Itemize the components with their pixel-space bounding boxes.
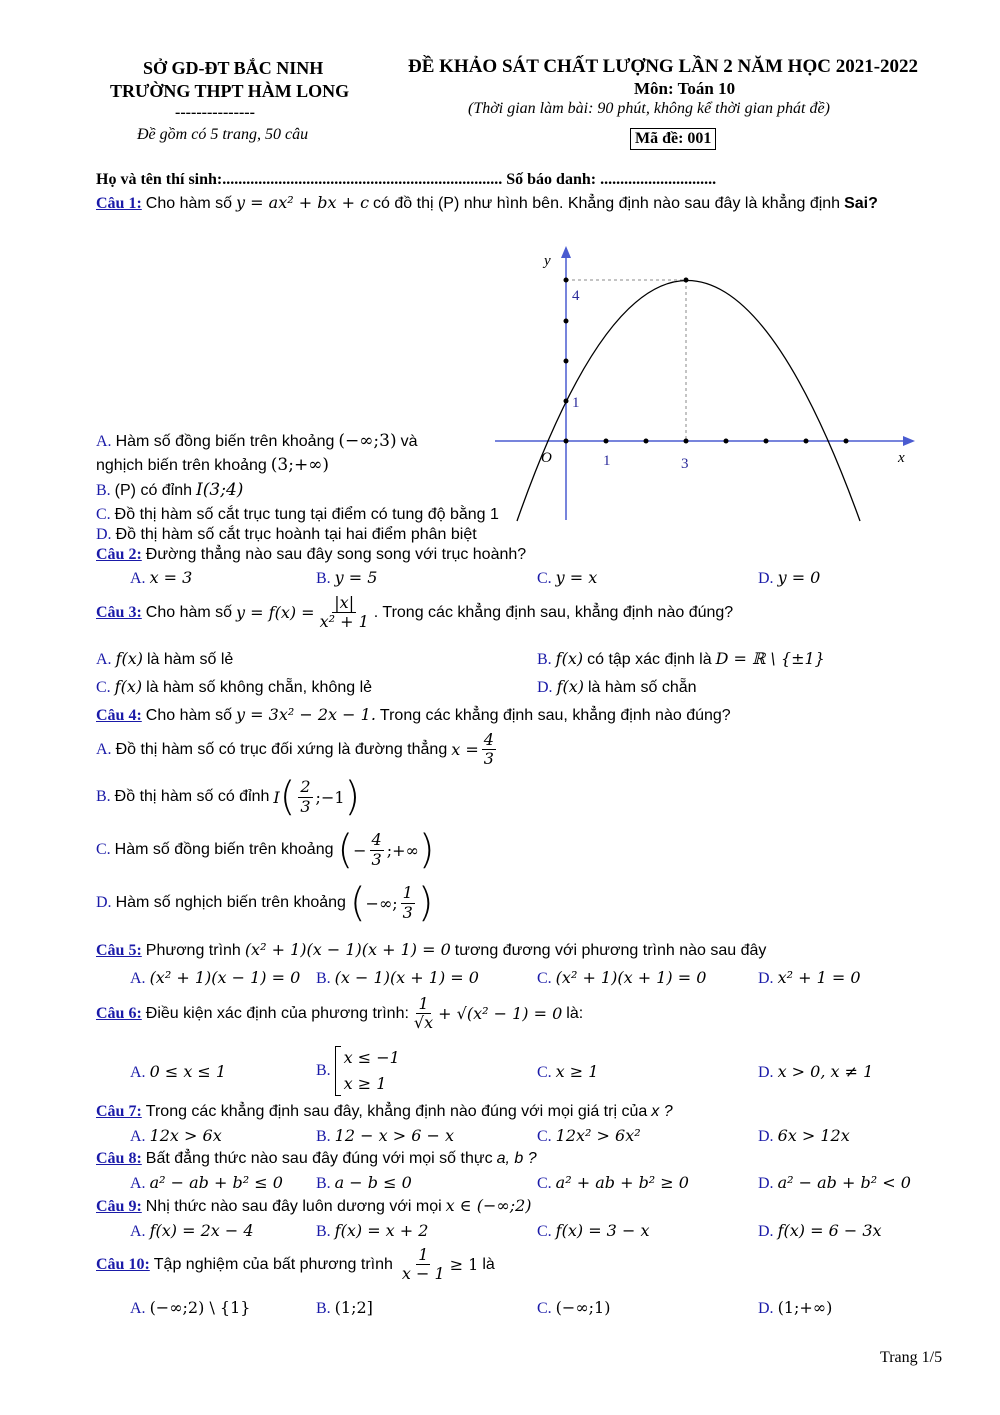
option-text: là hàm số chẵn (588, 679, 697, 696)
question-label: Câu 4: (96, 707, 142, 724)
option-5B[interactable] (316, 968, 479, 988)
option-letter: C. (96, 679, 111, 696)
option-math: 12x > 6x (149, 1126, 222, 1145)
option-letter: B. (316, 970, 331, 987)
option-math: I(3;4) (196, 480, 244, 500)
option-letter: B. (96, 482, 111, 499)
option-letter: B. (316, 1128, 331, 1145)
question-text: tương đương với phương trình nào sau đây (454, 942, 767, 959)
option-math: a² − ab + b² ≤ 0 (149, 1173, 283, 1192)
option-math: 12 − x > 6 − x (334, 1126, 454, 1145)
left-paren: ( (349, 880, 366, 926)
option-8C[interactable] (537, 1173, 689, 1193)
option-math: f(x) (555, 649, 584, 668)
question-text: Đường thẳng nào sau đây song song với trục hoành? (145, 546, 527, 563)
option-letter: D. (758, 1175, 774, 1192)
question-10 (96, 1246, 495, 1284)
option-letter: A. (130, 1300, 146, 1317)
option-math: f(x) (556, 677, 584, 696)
option-math: 12x² > 6x² (555, 1126, 641, 1145)
option-3B[interactable] (537, 649, 825, 669)
formula: (x² + 1)(x − 1)(x + 1) = 0 (244, 940, 451, 959)
option-text: là hàm số không chẵn, không lẻ (146, 679, 373, 696)
option-3A[interactable] (96, 649, 233, 669)
option-10B[interactable] (316, 1298, 373, 1318)
question-label: Câu 3: (96, 603, 142, 621)
option-5A[interactable] (130, 968, 300, 988)
fraction-numerator: 4 (483, 730, 494, 749)
option-letter: A. (96, 651, 112, 668)
option-letter: A. (130, 1064, 146, 1081)
option-math: x = 3 (149, 568, 193, 587)
subject: Môn: Toán 10 (634, 79, 736, 98)
y-tick-label-4: 4 (572, 288, 580, 304)
school-name: TRƯỜNG THPT HÀM LONG (110, 81, 350, 101)
option-7C[interactable] (537, 1126, 641, 1146)
question-3 (96, 594, 733, 632)
option-6B[interactable] (316, 1045, 400, 1097)
x-tick-label-1: 1 (603, 453, 611, 469)
x-tick-label-3: 3 (681, 456, 689, 472)
question-text: là (482, 1255, 495, 1273)
option-math: I (273, 787, 280, 807)
option-letter: C. (537, 570, 552, 587)
question-text: Nhị thức nào sau đây luôn dương với mọi (145, 1198, 442, 1215)
option-3C[interactable] (96, 677, 372, 697)
option-text: (P) có đỉnh (114, 482, 193, 499)
fraction-numerator: 1 (418, 994, 429, 1013)
emphasis-text: Sai? (844, 195, 878, 212)
option-8D[interactable] (758, 1173, 911, 1193)
student-line (96, 171, 716, 189)
option-letter: A. (96, 433, 112, 450)
option-letter: B. (96, 788, 111, 805)
option-math: x > 0, x ≠ 1 (777, 1062, 874, 1081)
option-letter: D. (96, 526, 112, 543)
option-text: có tập xác định là (587, 651, 712, 668)
option-math: (1;2] (334, 1298, 373, 1317)
option-math: f(x) = x + 2 (334, 1221, 429, 1240)
formula: x ∈ (−∞;2) (445, 1196, 532, 1215)
option-math: (−∞;2) \ {1} (149, 1298, 251, 1317)
option-6A[interactable] (130, 1062, 226, 1082)
option-math: x ≥ 1 (343, 1074, 387, 1093)
option-math: x ≤ −1 (343, 1048, 400, 1067)
question-text: . Trong các khẳng định sau, khẳng định nào đúng? (373, 603, 734, 621)
option-1D[interactable] (96, 526, 477, 544)
option-6C[interactable] (537, 1062, 598, 1082)
fraction-denominator: 3 (402, 902, 413, 922)
option-math: f(x) = 6 − 3x (777, 1221, 882, 1240)
option-math: f(x) (114, 677, 143, 696)
time-note: (Thời gian làm bài: 90 phút, không kể thời gian phát đề) (468, 100, 830, 117)
option-letter: A. (130, 570, 146, 587)
option-math: ;−1 (315, 787, 345, 807)
fraction-denominator: x − 1 (401, 1264, 445, 1284)
option-letter: A. (130, 1175, 146, 1192)
option-5C[interactable] (537, 968, 706, 988)
name-dots: ...................................................................... (222, 171, 503, 188)
formula: y = 3x² − 2x − 1. (236, 705, 376, 724)
option-text: là hàm số lẻ (147, 651, 234, 668)
fraction-numerator: 4 (371, 830, 382, 850)
option-4A[interactable] (96, 731, 499, 769)
option-math: 6x > 12x (777, 1126, 850, 1145)
question-5 (96, 940, 766, 960)
option-math: x² + 1 = 0 (777, 968, 861, 987)
parabola-graph (490, 240, 930, 530)
question-label: Câu 7: (96, 1103, 142, 1120)
option-text: Đồ thị hàm số cắt trục tung tại điểm có tung độ bằng 1 (114, 506, 499, 523)
option-letter: C. (537, 1128, 552, 1145)
option-text: Đồ thị hàm số cắt trục hoành tại hai điểm phân biệt (115, 526, 477, 543)
option-letter: C. (537, 1175, 552, 1192)
question-text: Điều kiện xác định của phương trình: (145, 1004, 409, 1022)
option-letter: C. (537, 970, 552, 987)
right-paren: ) (344, 774, 361, 820)
option-text: Hàm số đồng biến trên khoảng (114, 841, 334, 858)
exam-title: ĐỀ KHẢO SÁT CHẤT LƯỢNG LẦN 2 NĂM HỌC 2021-2022 (408, 56, 919, 77)
question-9 (96, 1196, 532, 1216)
option-math: a² − ab + b² < 0 (777, 1173, 911, 1192)
option-9A[interactable] (130, 1221, 254, 1241)
question-8 (96, 1150, 537, 1168)
option-math: (1;+∞) (777, 1298, 833, 1317)
question-label: Câu 6: (96, 1004, 142, 1022)
question-text: là: (566, 1004, 584, 1022)
option-5D[interactable] (758, 968, 861, 988)
option-2A[interactable] (130, 568, 192, 588)
right-paren: ) (418, 827, 435, 873)
option-text: Đồ thị hàm số có đỉnh (114, 788, 270, 805)
option-8B[interactable] (316, 1173, 412, 1193)
fraction-denominator: 3 (300, 796, 311, 816)
option-9C[interactable] (537, 1221, 649, 1241)
option-7B[interactable] (316, 1126, 454, 1146)
question-label: Câu 2: (96, 546, 142, 563)
option-2D[interactable] (758, 568, 820, 588)
fraction-numerator: 1 (418, 1245, 429, 1264)
page-count-note: Đề gồm có 5 trang, 50 câu (137, 126, 309, 143)
option-9D[interactable] (758, 1221, 882, 1241)
option-7A[interactable] (130, 1126, 222, 1146)
y-axis-label: y (544, 253, 551, 269)
formula: y = f(x) = (236, 603, 315, 623)
option-math: −∞; (365, 893, 398, 913)
option-2B[interactable] (316, 568, 377, 588)
option-7D[interactable] (758, 1126, 850, 1146)
option-letter: A. (96, 740, 112, 758)
y-tick-label-1: 1 (572, 395, 580, 411)
option-math: a − b ≤ 0 (334, 1173, 412, 1192)
option-4C[interactable] (96, 827, 435, 873)
fraction-denominator: √x (413, 1013, 434, 1033)
option-text: Hàm số đồng biến trên khoảng (115, 433, 335, 450)
option-math: y = x (555, 568, 598, 587)
option-letter: D. (758, 570, 774, 587)
option-letter: C. (96, 841, 111, 858)
bracket (335, 1046, 341, 1096)
option-math: f(x) = 3 − x (555, 1221, 650, 1240)
option-letter: A. (130, 1128, 146, 1145)
right-paren: ) (417, 880, 434, 926)
fraction-numerator: 2 (300, 777, 311, 797)
system (344, 1045, 400, 1097)
option-2C[interactable] (537, 568, 597, 588)
question-text: Bất đẳng thức nào sau đây đúng với mọi số thực (145, 1150, 493, 1167)
option-letter: C. (537, 1223, 552, 1240)
question-label: Câu 5: (96, 942, 142, 959)
option-text: nghịch biến trên khoảng (96, 457, 267, 474)
option-math: (3;+∞) (270, 455, 330, 475)
page-number: Trang 1/5 (880, 1349, 943, 1366)
y-axis-arrow (561, 246, 571, 258)
formula: ≥ 1 (449, 1255, 479, 1275)
option-letter: B. (316, 1175, 331, 1192)
exam-code: Mã đề: 001 (630, 128, 716, 150)
question-text: Cho hàm số (145, 195, 233, 212)
option-math: x ≥ 1 (555, 1062, 599, 1081)
option-letter: D. (537, 679, 553, 696)
option-9B[interactable] (316, 1221, 428, 1241)
option-letter: C. (96, 506, 111, 523)
origin-label: O (541, 450, 552, 466)
option-letter: B. (537, 651, 552, 668)
option-math: (x − 1)(x + 1) = 0 (334, 968, 479, 987)
option-letter: D. (96, 894, 112, 911)
option-math: 0 ≤ x ≤ 1 (149, 1062, 227, 1081)
question-text: Cho hàm số (145, 707, 233, 724)
question-text: a, b ? (496, 1150, 537, 1167)
option-letter: A. (130, 970, 146, 987)
option-math: − (353, 840, 367, 860)
question-4 (96, 705, 731, 725)
option-4B[interactable] (96, 774, 361, 820)
option-letter: D. (758, 970, 774, 987)
option-math: (−∞;1) (555, 1298, 611, 1317)
fraction (298, 778, 312, 816)
option-math: (x² + 1)(x − 1) = 0 (149, 968, 301, 987)
option-math: (−∞;3) (338, 431, 397, 451)
header-dashes: --------------- (175, 104, 255, 121)
fraction-denominator: 3 (483, 749, 494, 769)
question-label: Câu 9: (96, 1198, 142, 1215)
option-text: và (400, 433, 418, 450)
option-math: ;+∞ (386, 840, 419, 860)
option-letter: D. (758, 1128, 774, 1145)
fraction (482, 731, 496, 769)
x-axis-label: x (898, 450, 905, 466)
option-1C[interactable] (96, 506, 499, 524)
id-dots: ............................. (600, 171, 717, 188)
dept-name: SỞ GD-ĐT BẮC NINH (143, 58, 324, 78)
question-label: Câu 10: (96, 1255, 150, 1273)
fraction (370, 831, 384, 869)
option-1A[interactable] (96, 431, 418, 451)
name-label: Họ và tên thí sinh: (96, 171, 223, 188)
left-paren: ( (337, 827, 354, 873)
question-1 (96, 193, 878, 213)
question-2 (96, 546, 526, 564)
fraction (401, 884, 415, 922)
question-text: x ? (651, 1103, 673, 1120)
option-10C[interactable] (537, 1298, 610, 1318)
question-text: Phương trình (145, 942, 241, 959)
option-math: f(x) (115, 649, 143, 668)
option-math: (x² + 1)(x + 1) = 0 (555, 968, 707, 987)
question-text: Trong các khẳng định sau đây, khẳng định nào đúng với mọi giá trị của (145, 1103, 648, 1120)
question-text: Trong các khẳng định sau, khẳng định nào đúng? (379, 707, 731, 724)
option-1B[interactable] (96, 480, 243, 500)
option-letter: C. (537, 1064, 552, 1081)
option-math: x = (451, 740, 479, 760)
formula: y = ax² + bx + c (236, 193, 370, 212)
option-math: a² + ab + b² ≥ 0 (555, 1173, 689, 1192)
option-letter: B. (316, 1062, 331, 1079)
axis-ticks (564, 278, 849, 444)
fraction-numerator: |x| (334, 593, 355, 612)
question-text: Tập nghiệm của bất phương trình (153, 1255, 393, 1273)
x-axis-arrow (903, 436, 915, 446)
fraction-denominator: 3 (371, 849, 382, 869)
question-7 (96, 1103, 673, 1121)
option-10D[interactable] (758, 1298, 832, 1318)
left-paren: ( (279, 774, 296, 820)
option-text: Đồ thị hàm số có trục đối xứng là đường thẳng (115, 740, 448, 758)
fraction (400, 1246, 447, 1284)
formula: + √(x² − 1) = 0 (438, 1004, 563, 1024)
option-letter: C. (537, 1300, 552, 1317)
id-label: Số báo danh: (506, 171, 597, 188)
fraction (318, 594, 371, 632)
option-letter: D. (758, 1300, 774, 1317)
question-text: có đồ thị (P) như hình bên. Khẳng định nào sau đây là khẳng định (373, 195, 841, 212)
option-3D[interactable] (537, 677, 697, 697)
question-label: Câu 1: (96, 195, 142, 212)
option-letter: B. (316, 1223, 331, 1240)
option-8A[interactable] (130, 1173, 283, 1193)
option-math: y = 5 (334, 568, 378, 587)
option-text: Hàm số nghịch biến trên khoảng (115, 894, 346, 911)
option-letter: B. (316, 570, 331, 587)
question-label: Câu 8: (96, 1150, 142, 1167)
fraction-denominator: x² + 1 (319, 612, 369, 632)
option-math: y = 0 (777, 568, 821, 587)
option-math: f(x) = 2x − 4 (149, 1221, 254, 1240)
option-letter: D. (758, 1223, 774, 1240)
question-6 (96, 995, 583, 1033)
option-letter: A. (130, 1223, 146, 1240)
question-text: Cho hàm số (145, 603, 233, 621)
option-math: D = ℝ \ {±1} (715, 649, 825, 668)
fraction (412, 995, 435, 1033)
option-6D[interactable] (758, 1062, 873, 1082)
fraction-numerator: 1 (402, 883, 413, 903)
option-10A[interactable] (130, 1298, 250, 1318)
option-letter: B. (316, 1300, 331, 1317)
option-4D[interactable] (96, 880, 434, 926)
option-letter: D. (758, 1064, 774, 1081)
option-1A-continued (96, 455, 329, 475)
